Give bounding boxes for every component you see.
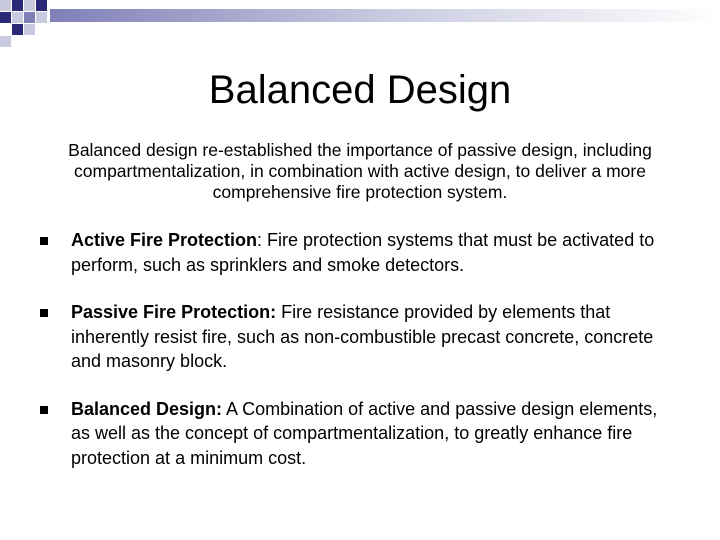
header-decoration <box>0 0 720 50</box>
square-bullet-icon <box>40 309 48 317</box>
bullet-item-balanced-design <box>40 397 680 471</box>
decor-square <box>24 0 35 11</box>
bullet-item-passive-fire-protection <box>40 300 680 374</box>
slide-title: Balanced Design <box>208 68 512 112</box>
intro-paragraph: Balanced design re-established the importance of passive design, including compartmentalization, in combination with active design, to deliver a more comprehensive fire protection system. <box>68 140 652 202</box>
decor-square <box>12 0 23 11</box>
bullet-body: A Combination of active and passive design elements, as well as the concept of compartmentalization, to greatly enhance fire protection at a minimum cost. <box>71 398 658 468</box>
bullet-term: Active Fire Protection <box>71 230 258 250</box>
decor-square <box>36 12 47 23</box>
decor-square <box>12 24 23 35</box>
decor-square <box>0 12 11 23</box>
decor-square <box>24 12 35 23</box>
decor-square <box>0 0 11 11</box>
bullet-item-active-fire-protection <box>40 228 680 277</box>
bullet-term: Balanced Design: <box>71 398 223 419</box>
decor-square <box>0 36 11 47</box>
square-bullet-icon <box>40 406 48 414</box>
square-bullet-icon <box>40 237 48 245</box>
bullet-term: Passive Fire Protection: <box>71 302 277 322</box>
decor-square <box>36 0 47 11</box>
decor-square <box>12 12 23 23</box>
header-gradient-bar <box>50 9 720 22</box>
bullet-body: : Fire protection systems that must be activated to perform, such as sprinklers and smoke detectors. <box>71 230 655 275</box>
decor-square <box>24 24 35 35</box>
bullet-body: Fire resistance provided by elements that inherently resist fire, such as non-combustible precast concrete, concrete and masonry block. <box>71 302 654 371</box>
bullet-list <box>40 228 680 470</box>
